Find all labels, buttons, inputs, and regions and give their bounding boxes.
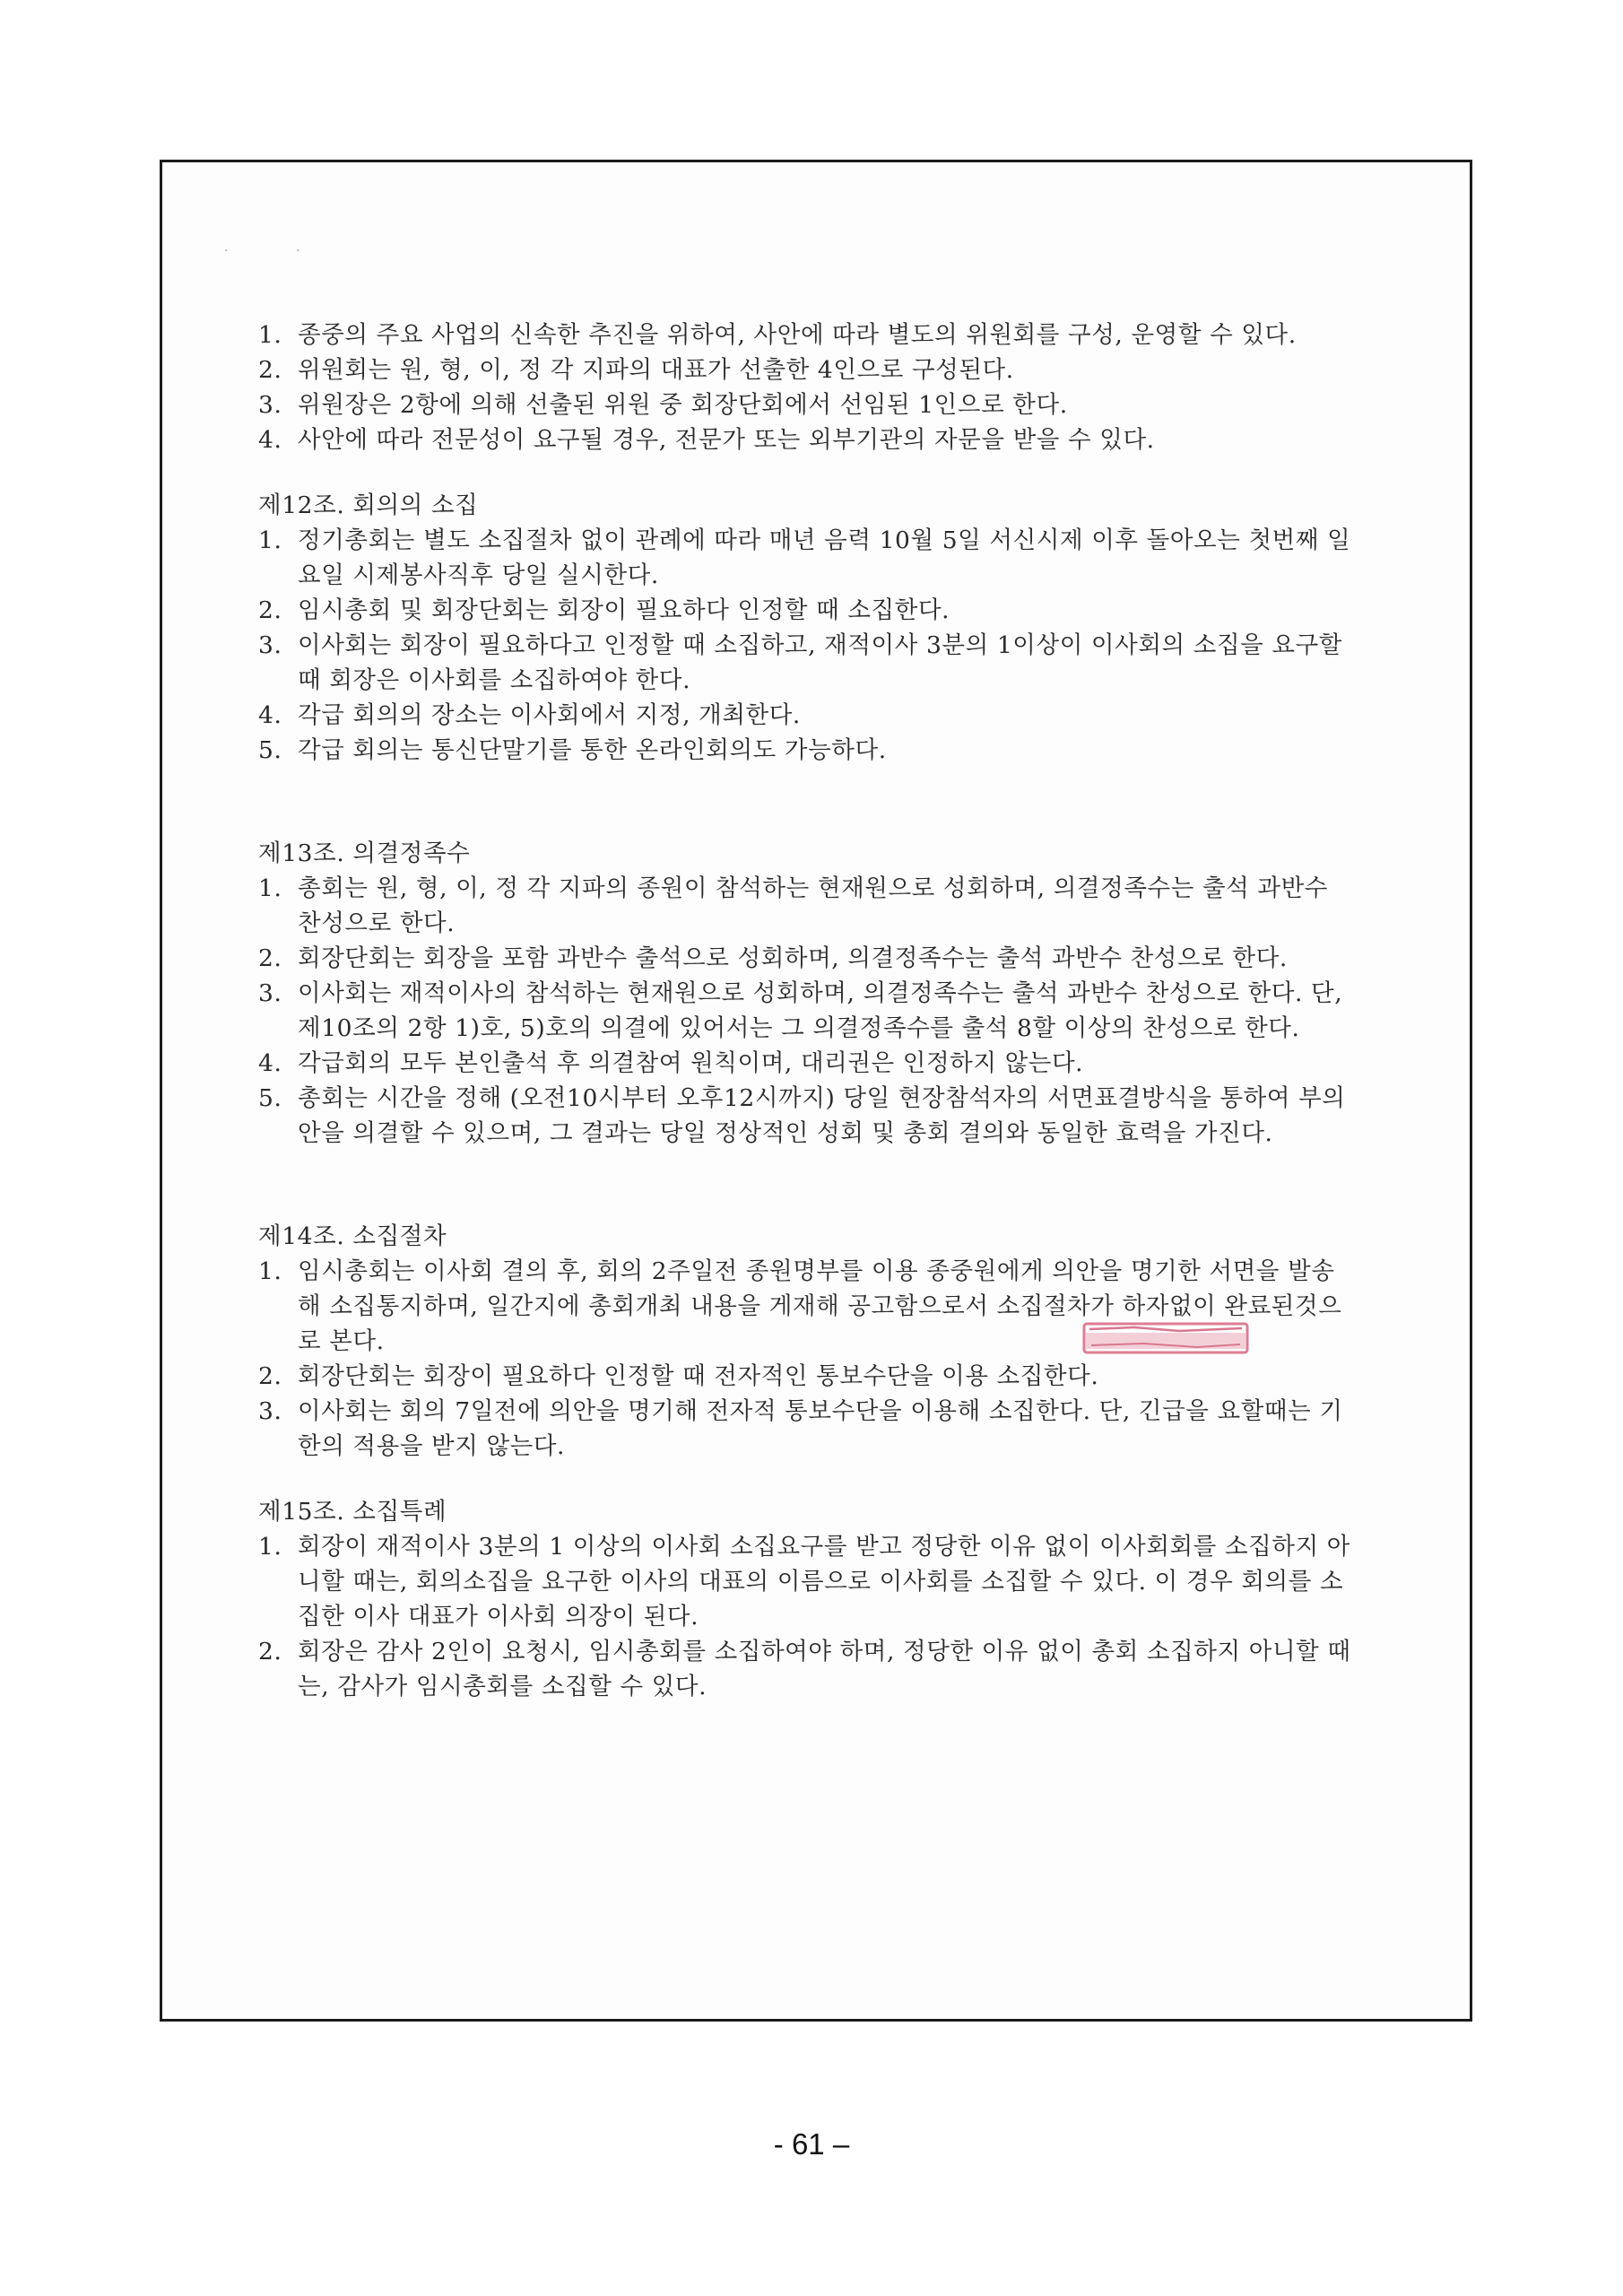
item-text: 위원장은 2항에 의해 선출된 위원 중 회장단회에서 선임된 1인으로 한다.: [298, 391, 1068, 419]
scan-speck: · ·: [224, 244, 300, 258]
section-article-12: [258, 488, 1352, 768]
article-heading: 제14조. 소집절차: [258, 1222, 447, 1250]
list-item: [258, 1529, 1352, 1634]
item-number: 5.: [258, 736, 282, 764]
list-item: [258, 1634, 1352, 1704]
document-body: [258, 317, 1352, 1704]
item-text: 각급회의 모두 본인출석 후 의결참여 원칙이며, 대리권은 인정하지 않는다.: [298, 1049, 1084, 1077]
item-text: 위원회는 원, 형, 이, 정 각 지파의 대표가 선출한 4인으로 구성된다.: [298, 356, 1014, 384]
section-committee: [258, 317, 1352, 457]
article-heading: 제15조. 소집특례: [258, 1498, 447, 1526]
list-item: [258, 1081, 1352, 1151]
list-item: [258, 1394, 1352, 1464]
item-text: 각급 회의는 통신단말기를 통한 온라인회의도 가능하다.: [298, 736, 887, 764]
article-heading: 제13조. 의결정족수: [258, 839, 471, 867]
item-text: 회장은 감사 2인이 요청시, 임시총회를 소집하여야 하며, 정당한 이유 없이 총회 소집하지 아니할 때는, 감사가 임시총회를 소집할 수 있다.: [298, 1638, 1351, 1700]
item-text: 각급 회의의 장소는 이사회에서 지정, 개최한다.: [298, 701, 801, 729]
list-item: [258, 628, 1352, 698]
list-item: [258, 1359, 1352, 1394]
item-text: 임시총회 및 회장단회는 회장이 필요하다 인정할 때 소집한다.: [298, 596, 950, 624]
item-text: 임시총회는 이사회 결의 후, 회의 2주일전 종원명부를 이용 종중원에게 의안을 명기한 서면을 발송해 소집통지하며, 일간지에 총회개최 내용을 게재해 공고함으로서 소집절차가 하자없이 완료된것으로 본다.: [298, 1257, 1342, 1355]
list-item: [258, 422, 1352, 457]
item-number: 5.: [258, 1084, 282, 1112]
list-item: [258, 976, 1352, 1046]
item-text: 이사회는 회의 7일전에 의안을 명기해 전자적 통보수단을 이용해 소집한다. 단, 긴급을 요할때는 기한의 적용을 받지 않는다.: [298, 1397, 1343, 1460]
item-number: 1.: [258, 526, 282, 554]
item-number: 1.: [258, 1533, 282, 1561]
list-item: [258, 698, 1352, 733]
item-number: 3.: [258, 391, 282, 419]
list-item: [258, 317, 1352, 352]
item-text: 종중의 주요 사업의 신속한 추진을 위하여, 사안에 따라 별도의 위원회를 구성, 운영할 수 있다.: [298, 321, 1297, 349]
list-item: [258, 871, 1352, 941]
item-text: 이사회는 회장이 필요하다고 인정할 때 소집하고, 재적이사 3분의 1이상이 이사회의 소집을 요구할 때 회장은 이사회를 소집하여야 한다.: [298, 631, 1342, 694]
item-number: 4.: [258, 426, 282, 454]
item-number: 2.: [258, 944, 282, 972]
list-item: [258, 1046, 1352, 1081]
item-text: 총회는 원, 형, 이, 정 각 지파의 종원이 참석하는 현재원으로 성회하며, 의결정족수는 출석 과반수 찬성으로 한다.: [298, 874, 1328, 937]
list-item: [258, 523, 1352, 593]
item-text: 사안에 따라 전문성이 요구될 경우, 전문가 또는 외부기관의 자문을 받을 수 있다.: [298, 426, 1155, 454]
list-item: [258, 593, 1352, 628]
item-number: 3.: [258, 631, 282, 659]
item-number: 3.: [258, 979, 282, 1007]
list-item: [258, 733, 1352, 768]
article-heading: 제12조. 회의의 소집: [258, 491, 479, 519]
section-article-13: [258, 836, 1352, 1151]
section-article-15: [258, 1494, 1352, 1704]
item-number: 3.: [258, 1397, 282, 1425]
item-number: 1.: [258, 321, 282, 349]
item-number: 2.: [258, 1362, 282, 1390]
item-text: 회장단회는 회장을 포함 과반수 출석으로 성회하며, 의결정족수는 출석 과반수 찬성으로 한다.: [298, 944, 1288, 972]
item-number: 4.: [258, 701, 282, 729]
item-number: 2.: [258, 596, 282, 624]
list-item: [258, 387, 1352, 422]
item-text: 회장단회는 회장이 필요하다 인정할 때 전자적인 통보수단을 이용 소집한다.: [298, 1362, 1099, 1390]
item-number: 4.: [258, 1049, 282, 1077]
item-text: 회장이 재적이사 3분의 1 이상의 이사회 소집요구를 받고 정당한 이유 없이 이사회회를 소집하지 아니할 때는, 회의소집을 요구한 이사의 대표의 이름으로 이사회를 소집할 수 있다. 이 경우 회의를 소집한 이사 대표가 이사회 의장이 된다.: [298, 1533, 1350, 1631]
page-number: - 61 –: [773, 2127, 850, 2161]
red-seal-stamp: [1081, 1311, 1251, 1363]
item-text: 이사회는 재적이사의 참석하는 현재원으로 성회하며, 의결정족수는 출석 과반수 찬성으로 한다. 단, 제10조의 2항 1)호, 5)호의 의결에 있어서는 그 의결정족수를 출석 8할 이상의 찬성으로 한다.: [298, 979, 1343, 1042]
list-item: [258, 352, 1352, 387]
list-item: [258, 941, 1352, 976]
item-text: 총회는 시간을 정해 (오전10시부터 오후12시까지) 당일 현장참석자의 서면표결방식을 통하여 부의안을 의결할 수 있으며, 그 결과는 당일 정상적인 성회 및 총회 결의와 동일한 효력을 가진다.: [298, 1084, 1346, 1147]
item-number: 2.: [258, 356, 282, 384]
item-number: 2.: [258, 1638, 282, 1665]
item-text: 정기총회는 별도 소집절차 없이 관례에 따라 매년 음력 10월 5일 서신시제 이후 돌아오는 첫번째 일요일 시제봉사직후 당일 실시한다.: [298, 526, 1351, 589]
item-number: 1.: [258, 874, 282, 902]
item-number: 1.: [258, 1257, 282, 1285]
